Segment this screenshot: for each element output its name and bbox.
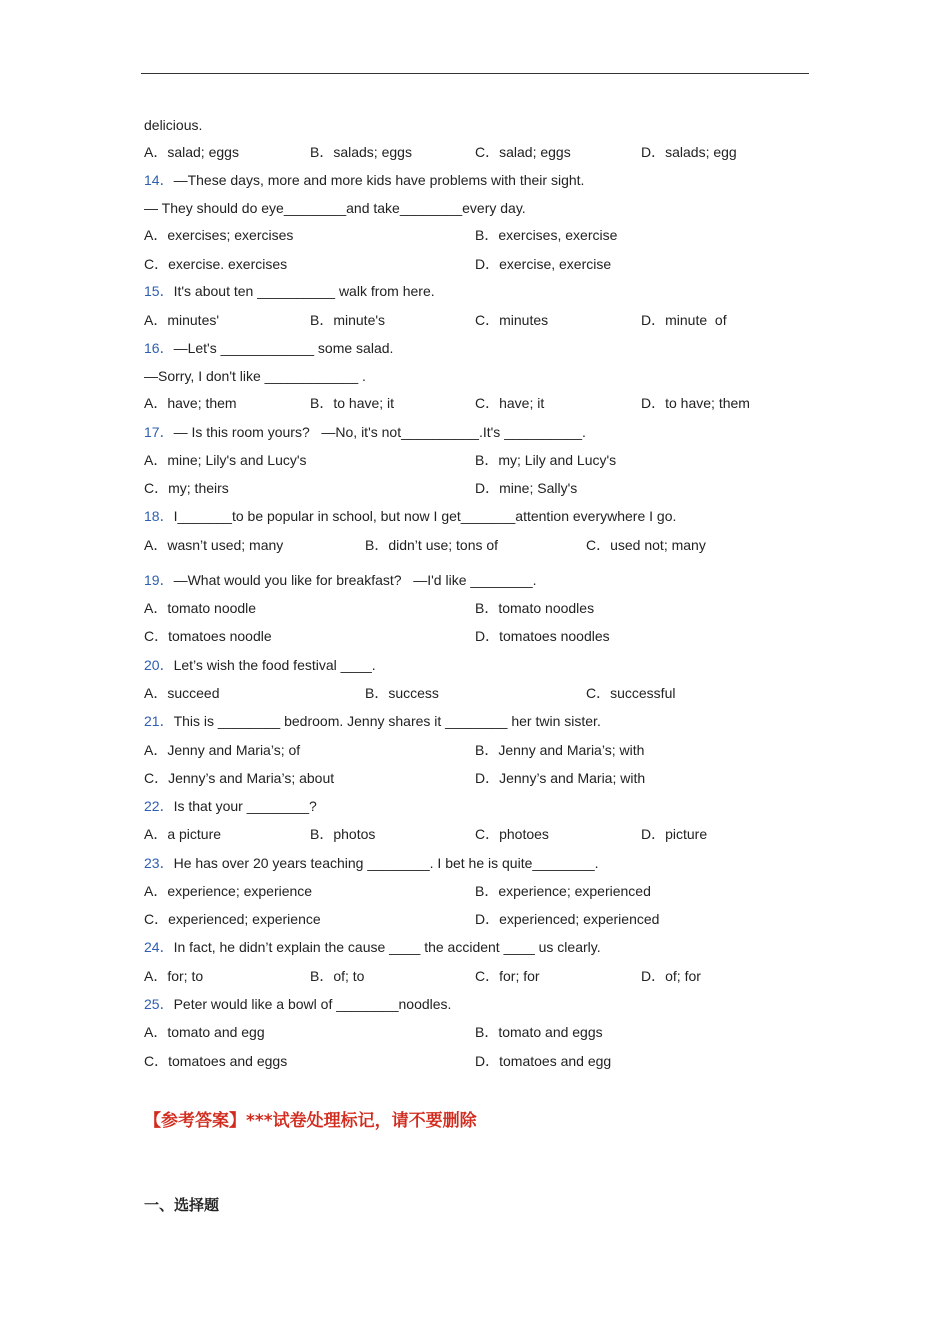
q13-option-d: D．salads; egg <box>641 144 737 160</box>
q22-option-a: A．a picture <box>144 826 222 842</box>
question-number: 14． <box>144 172 174 188</box>
question-number: 20． <box>144 657 174 673</box>
question-20 <box>144 655 376 675</box>
q16-option-b: B．to have; it <box>310 395 395 411</box>
question-18 <box>144 506 676 526</box>
question-13-tail: delicious. <box>144 117 203 133</box>
q15-option-c: C．minutes <box>475 312 549 328</box>
q15-option-b: B．minute's <box>310 312 386 328</box>
question-number: 25． <box>144 996 174 1012</box>
question-23 <box>144 853 599 873</box>
question-22 <box>144 796 317 816</box>
q21-option-a: A．Jenny and Maria’s; of <box>144 742 301 758</box>
q19-option-a: A．tomato noodle <box>144 600 257 616</box>
q19-option-c: C．tomatoes noodle <box>144 628 272 644</box>
question-text: —These days, more and more kids have problems with their sight. <box>173 172 585 188</box>
q14-option-b: B．exercises, exercise <box>475 227 618 243</box>
q25-option-a: A．tomato and egg <box>144 1024 265 1040</box>
question-text: —What would you like for breakfast? —I'd like ________. <box>173 572 537 588</box>
question-number: 23． <box>144 855 174 871</box>
q17-option-a: A．mine; Lily's and Lucy's <box>144 452 307 468</box>
q13-option-b: B．salads; eggs <box>310 144 412 160</box>
question-text: He has over 20 years teaching ________. I bet he is quite________. <box>173 855 599 871</box>
q25-option-d: D．tomatoes and egg <box>475 1053 612 1069</box>
q20-option-b: B．success <box>365 685 439 701</box>
q14-option-c: C．exercise. exercises <box>144 256 288 272</box>
q15-option-a: A．minutes' <box>144 312 220 328</box>
question-number: 16． <box>144 340 174 356</box>
question-text: Let’s wish the food festival ____. <box>173 657 376 673</box>
q19-option-b: B．tomato noodles <box>475 600 595 616</box>
q20-option-a: A．succeed <box>144 685 220 701</box>
q16-option-c: C．have; it <box>475 395 545 411</box>
q17-option-c: C．my; theirs <box>144 480 229 496</box>
q16-option-a: A．have; them <box>144 395 237 411</box>
q23-option-b: B．experience; experienced <box>475 883 651 899</box>
question-number: 22． <box>144 798 174 814</box>
q18-option-b: B．didn’t use; tons of <box>365 537 499 553</box>
question-number: 18． <box>144 508 174 524</box>
question-16 <box>144 338 393 358</box>
question-text: — Is this room yours? —No, it's not__________.It's __________. <box>173 424 586 440</box>
question-text: —Let's ____________ some salad. <box>173 340 394 356</box>
question-16-line-2: —Sorry, I don't like ____________ . <box>144 368 366 384</box>
question-number: 21． <box>144 713 174 729</box>
question-text: This is ________ bedroom. Jenny shares it ________ her twin sister. <box>173 713 601 729</box>
q16-option-d: D．to have; them <box>641 395 750 411</box>
q13-option-c: C．salad; eggs <box>475 144 571 160</box>
question-14 <box>144 170 584 190</box>
q24-option-c: C．for; for <box>475 968 540 984</box>
question-text: I_______to be popular in school, but now I get_______attention everywhere I go. <box>173 508 677 524</box>
question-21 <box>144 711 601 731</box>
q19-option-d: D．tomatoes noodles <box>475 628 610 644</box>
question-text: In fact, he didn’t explain the cause ____ the accident ____ us clearly. <box>173 939 601 955</box>
question-19 <box>144 570 537 590</box>
header-rule <box>141 73 809 74</box>
q14-option-d: D．exercise, exercise <box>475 256 612 272</box>
q14-option-a: A．exercises; exercises <box>144 227 294 243</box>
question-number: 24． <box>144 939 174 955</box>
question-number: 19． <box>144 572 174 588</box>
question-text: Peter would like a bowl of ________noodles. <box>173 996 452 1012</box>
section-title: 一、选择题 <box>144 1196 220 1214</box>
question-number: 17． <box>144 424 174 440</box>
q23-option-c: C．experienced; experience <box>144 911 321 927</box>
q13-option-a: A．salad; eggs <box>144 144 239 160</box>
q24-option-d: D．of; for <box>641 968 701 984</box>
q24-option-b: B．of; to <box>310 968 365 984</box>
q22-option-c: C．photoes <box>475 826 549 842</box>
question-15 <box>144 281 435 301</box>
q21-option-b: B．Jenny and Maria’s; with <box>475 742 645 758</box>
q17-option-b: B．my; Lily and Lucy's <box>475 452 617 468</box>
q17-option-d: D．mine; Sally's <box>475 480 578 496</box>
q21-option-c: C．Jenny’s and Maria’s; about <box>144 770 335 786</box>
question-number: 15． <box>144 283 174 299</box>
q21-option-d: D．Jenny’s and Maria; with <box>475 770 646 786</box>
q25-option-c: C．tomatoes and eggs <box>144 1053 288 1069</box>
question-24 <box>144 937 601 957</box>
question-14-line-2: — They should do eye________and take________every day. <box>144 200 526 216</box>
q22-option-b: B．photos <box>310 826 376 842</box>
q20-option-c: C．successful <box>586 685 676 701</box>
q22-option-d: D．picture <box>641 826 708 842</box>
q23-option-d: D．experienced; experienced <box>475 911 660 927</box>
answer-key-header: 【参考答案】***试卷处理标记，请不要删除 <box>144 1111 477 1131</box>
q23-option-a: A．experience; experience <box>144 883 313 899</box>
q24-option-a: A．for; to <box>144 968 204 984</box>
question-text: Is that your ________? <box>173 798 317 814</box>
question-17 <box>144 422 586 442</box>
q25-option-b: B．tomato and eggs <box>475 1024 603 1040</box>
q18-option-a: A．wasn’t used; many <box>144 537 284 553</box>
q15-option-d: D．minute of <box>641 312 727 328</box>
q18-option-c: C．used not; many <box>586 537 706 553</box>
question-text: It's about ten __________ walk from here. <box>173 283 435 299</box>
question-25 <box>144 994 451 1014</box>
